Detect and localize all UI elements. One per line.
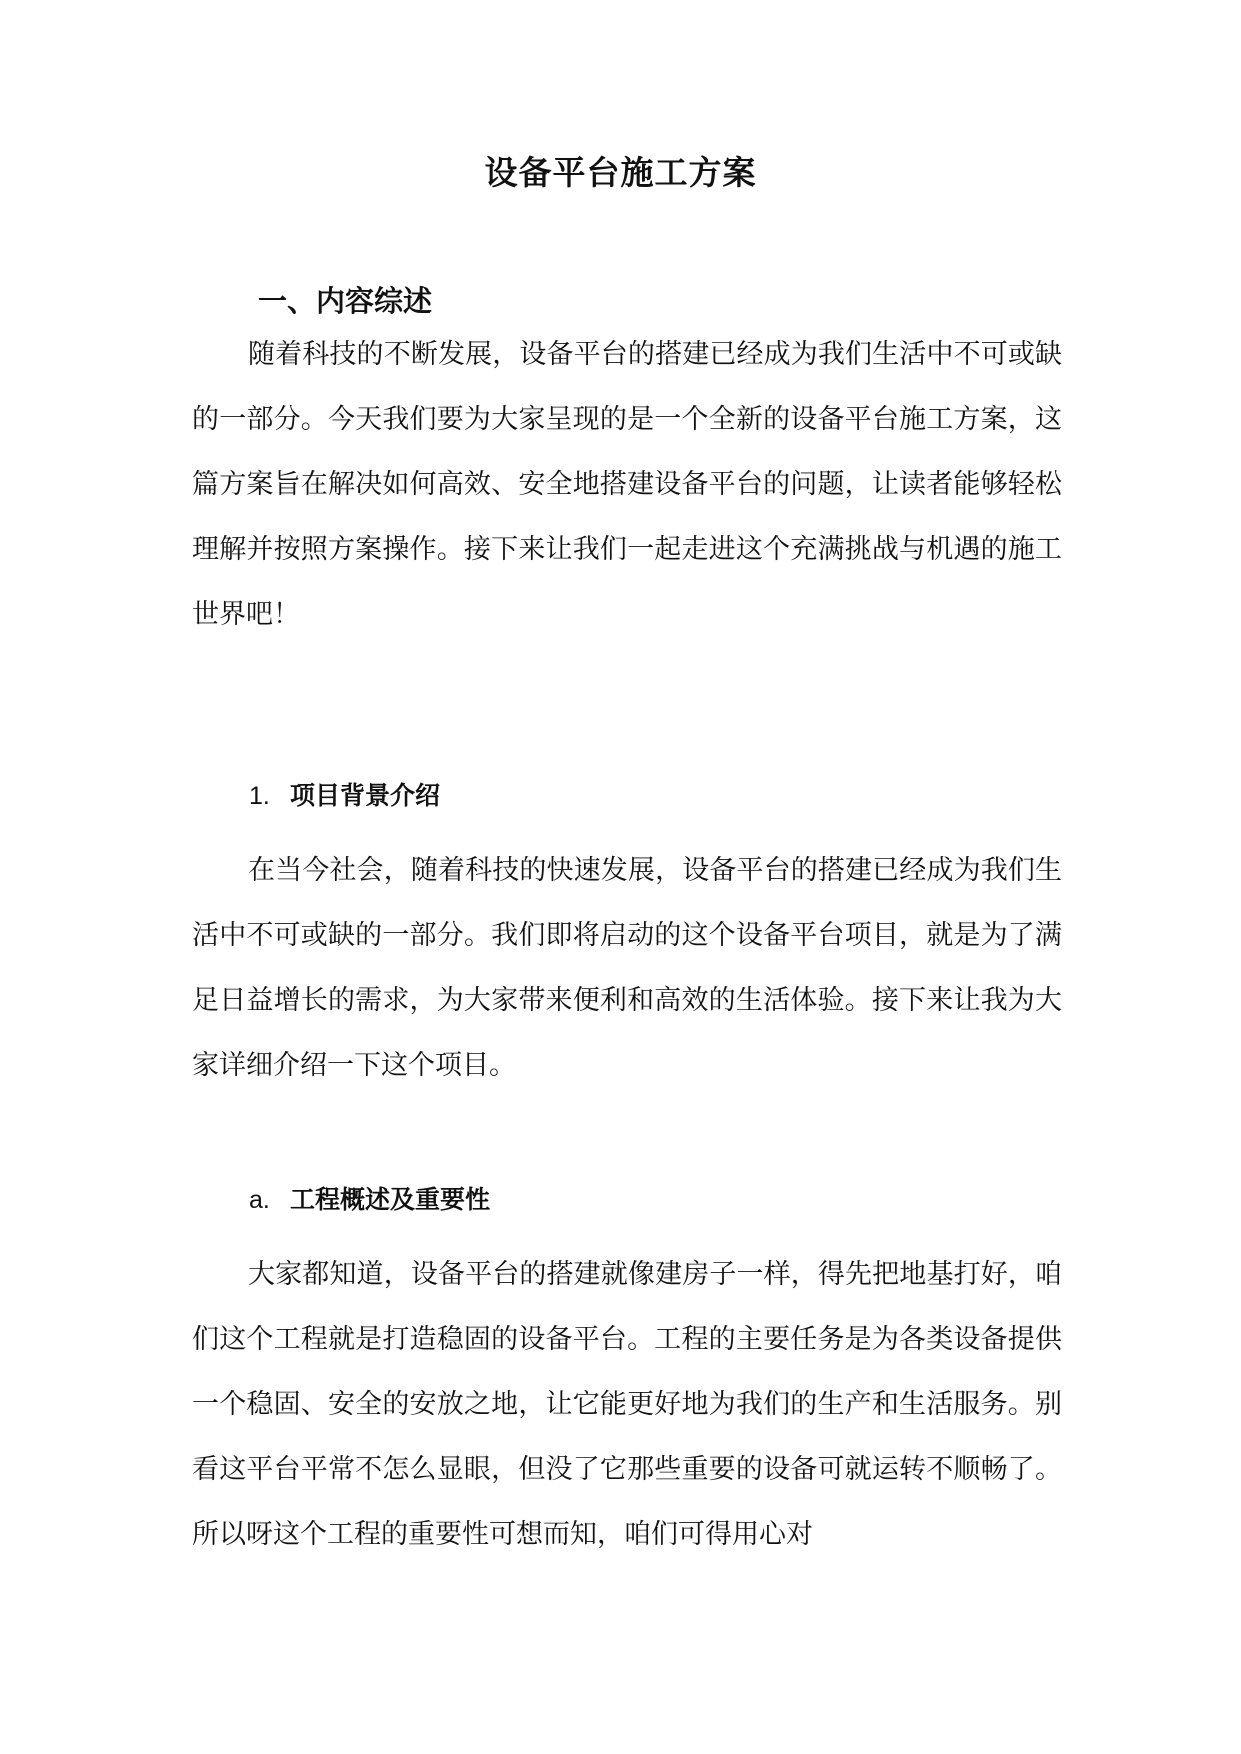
section-heading-overview: 一、内容综述 [258,284,433,318]
subsection-heading-project-overview [249,1180,490,1220]
overview-paragraph: 随着科技的不断发展，设备平台的搭建已经成为我们生活中不可或缺的一部分。今天我们要为大家呈现的是一个全新的设备平台施工方案，这篇方案旨在解决如何高效、安全地搭建设备平台的问题，让读者能够轻松理解并按照方案操作。接下来让我们一起走进这个充满挑战与机遇的施工世界吧！ [192,339,1062,630]
subsection-heading-background [249,776,440,816]
subsection-number: a. [249,1186,270,1214]
project-overview-paragraph: 大家都知道，设备平台的搭建就像建房子一样，得先把地基打好，咱们这个工程就是打造稳固的设备平台。工程的主要任务是为各类设备提供一个稳固、安全的安放之地，让它能更好地为我们的生产和生活服务。别看这平台平常不怎么显眼，但没了它那些重要的设备可就运转不顺畅了。所以呀这个工程的重要性可想而知，咱们可得用心对 [192,1259,1062,1550]
background-paragraph: 在当今社会，随着科技的快速发展，设备平台的搭建已经成为我们生活中不可或缺的一部分。我们即将启动的这个设备平台项目，就是为了满足日益增长的需求，为大家带来便利和高效的生活体验。接下来让我为大家详细介绍一下这个项目。 [192,855,1062,1081]
subsection-title: 项目背景介绍 [290,781,441,810]
document-title: 设备平台施工方案 [484,153,757,192]
subsection-number: 1. [249,782,270,810]
subsection-title: 工程概述及重要性 [290,1185,491,1214]
